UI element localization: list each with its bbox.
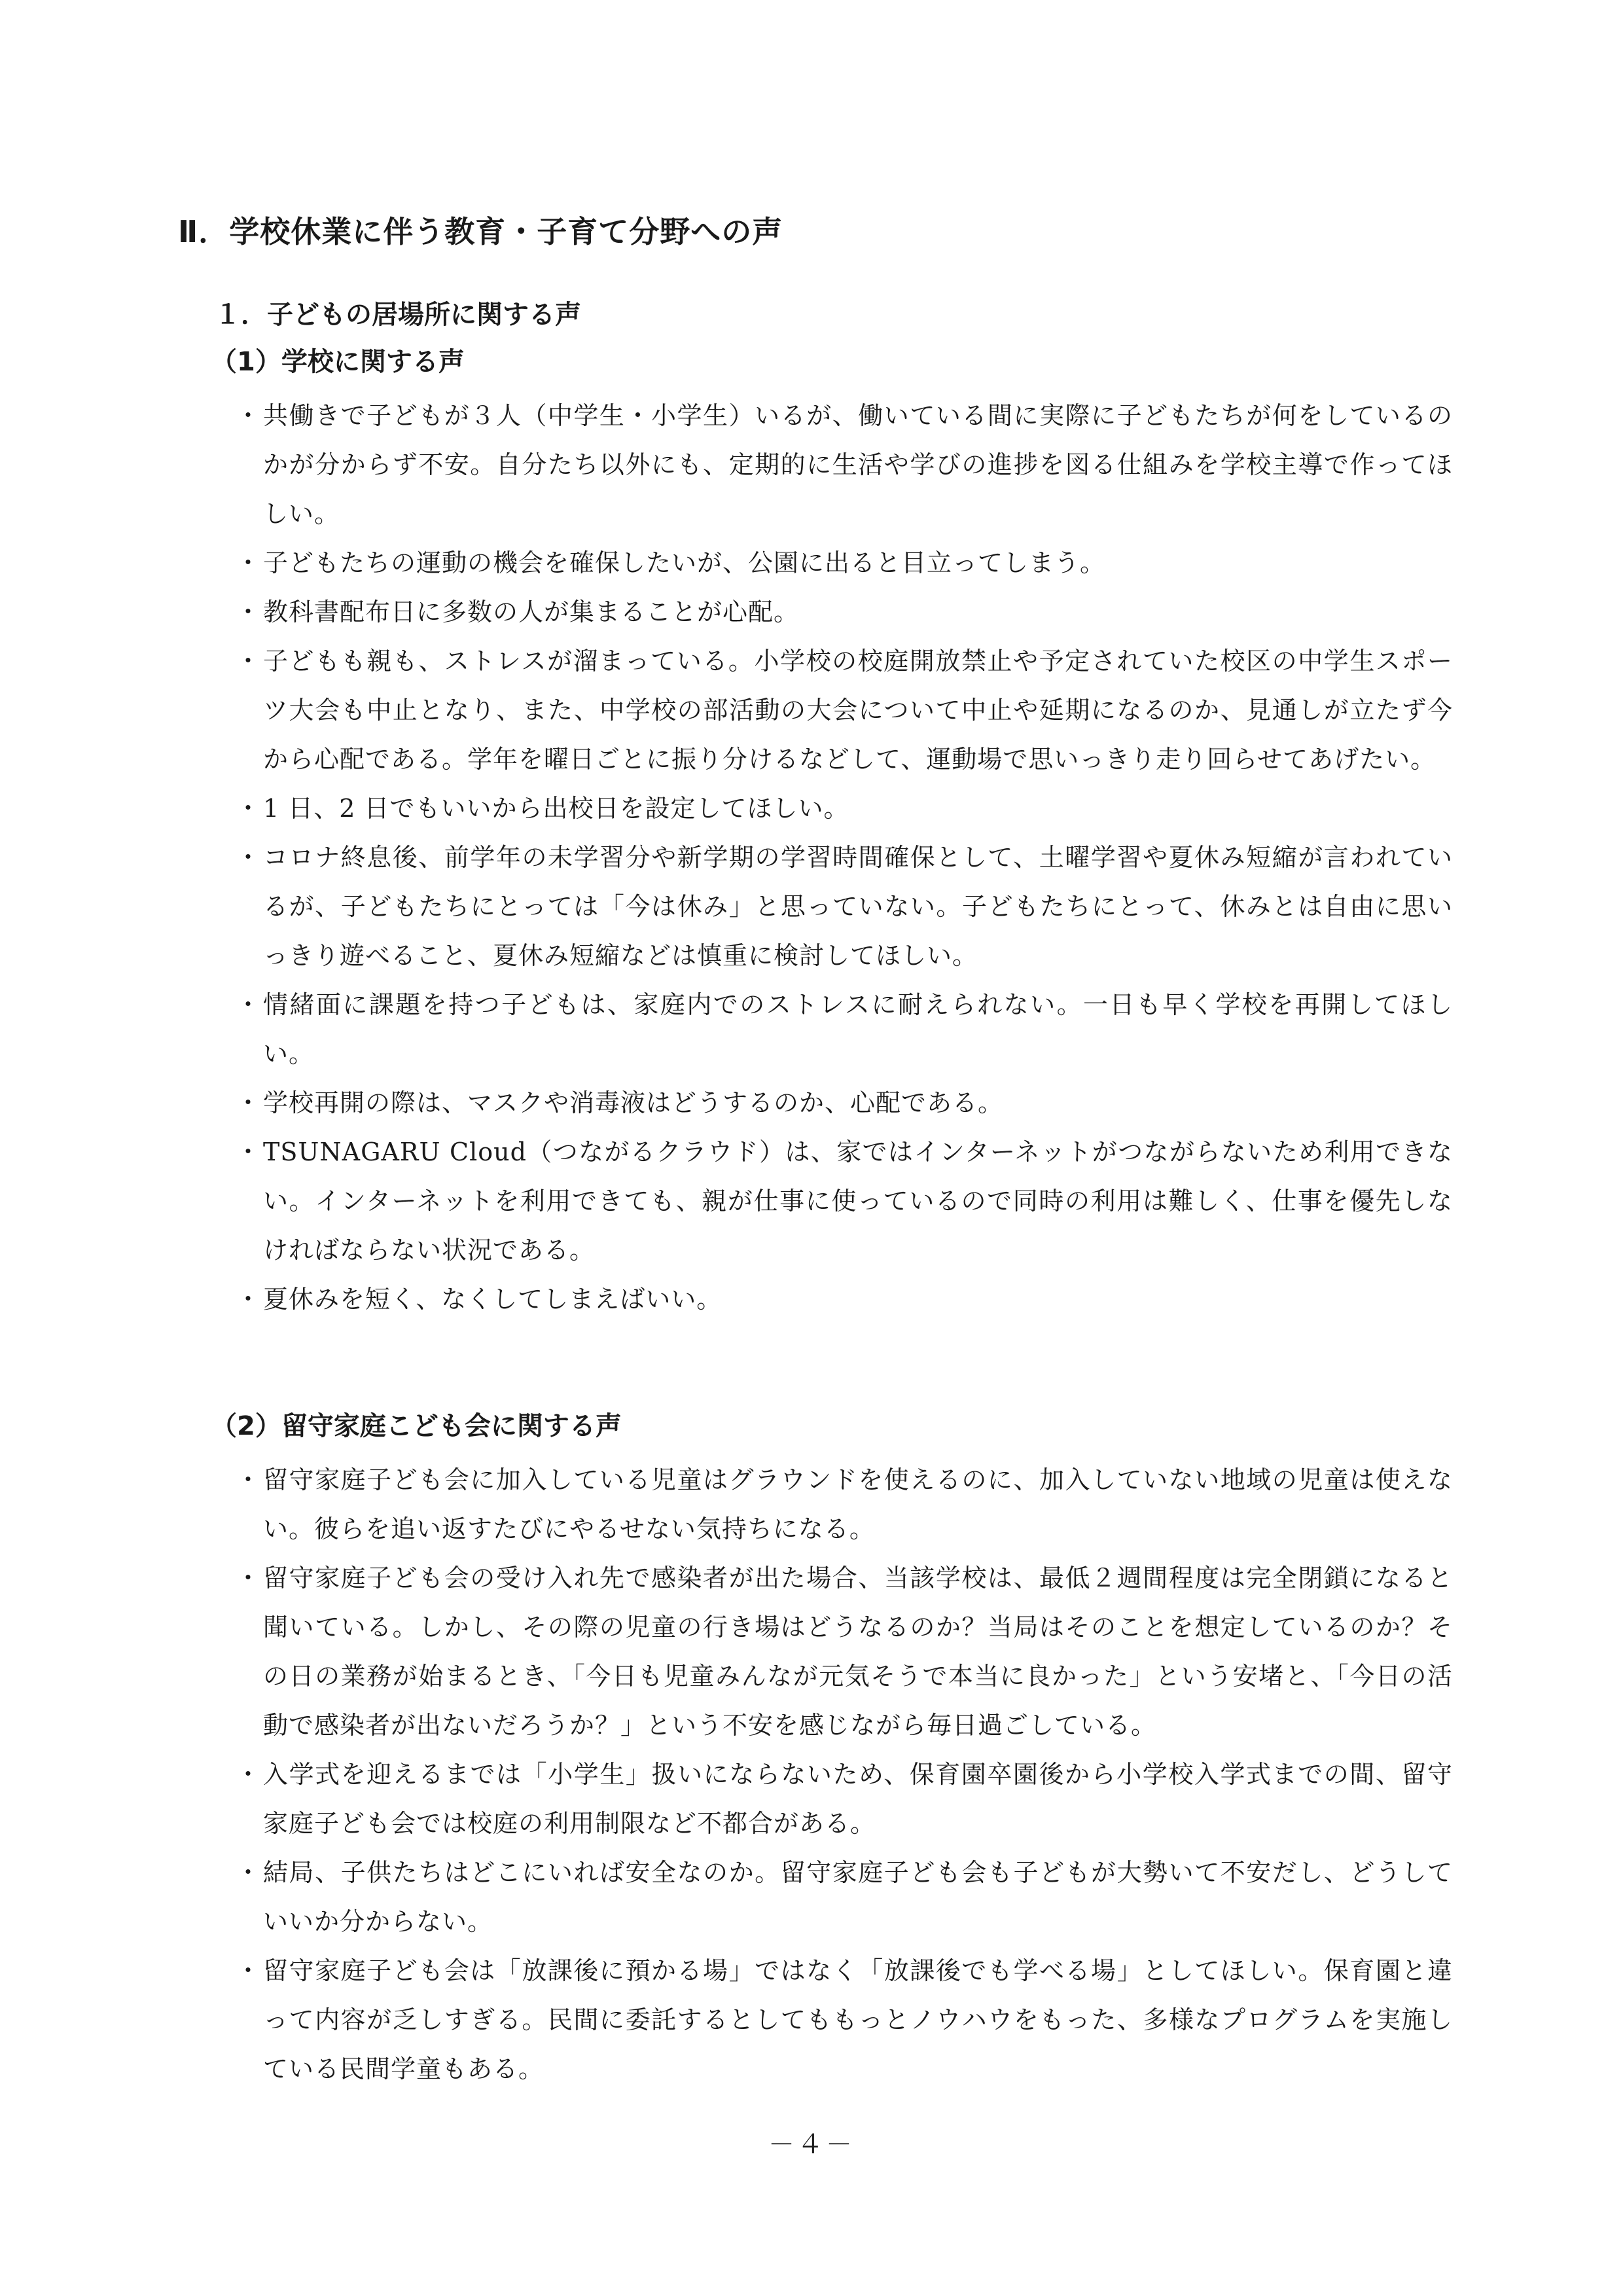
list-item bbox=[236, 980, 1453, 1079]
list-item bbox=[236, 637, 1453, 784]
list-item-text: 共働きで子どもが３人（中学生・小学生）いるが、働いている間に実際に子どもたちが何をしているのかが分からず不安。自分たち以外にも、定期的に生活や学びの進捗を図る仕組みを学校主導で作ってほしい。 bbox=[263, 401, 1453, 528]
list-item bbox=[236, 1848, 1453, 1946]
bullet-mark: ・ bbox=[236, 794, 262, 823]
list-item-text: 子どもも親も、ストレスが溜まっている。小学校の校庭開放禁止や予定されていた校区の中学生スポーツ大会も中止となり、また、中学校の部活動の大会について中止や延期になるのか、見通しが立たず今から心配である。学年を曜日ごとに振り分けるなどして、運動場で思いっきり走り回らせてあげたい。 bbox=[263, 647, 1453, 774]
list-item-text: TSUNAGARU Cloud（つながるクラウド）は、家ではインターネットがつながらないため利用できない。インターネットを利用できても、親が仕事に使っているので同時の利用は難しく、仕事を優先しなければならない状況である。 bbox=[263, 1138, 1453, 1265]
list-item bbox=[236, 1128, 1453, 1275]
comment-list-school bbox=[236, 391, 1453, 1324]
bullet-mark: ・ bbox=[236, 548, 262, 577]
list-item-text: 留守家庭子ども会に加入している児童はグラウンドを使えるのに、加入していない地域の児童は使えない。彼らを追い返すたびにやるせない気持ちになる。 bbox=[263, 1465, 1453, 1543]
subsection-title: １．子どもの居場所に関する声 bbox=[215, 300, 581, 330]
list-item-text: 子どもたちの運動の機会を確保したいが、公園に出ると目立ってしまう。 bbox=[263, 548, 1106, 577]
bullet-mark: ・ bbox=[236, 1760, 262, 1789]
list-item-text: 留守家庭子ども会は「放課後に預かる場」ではなく「放課後でも学べる場」としてほしい。保育園と違って内容が乏しすぎる。民間に委託するとしてももっとノウハウをもった、多様なプログラムを実施している民間学童もある。 bbox=[263, 1956, 1453, 2083]
bullet-mark: ・ bbox=[236, 1858, 262, 1887]
list-item bbox=[236, 1750, 1453, 1848]
page-number: －４－ bbox=[768, 2130, 855, 2160]
list-item bbox=[236, 833, 1453, 980]
list-item bbox=[236, 1079, 1453, 1128]
bullet-mark: ・ bbox=[236, 598, 262, 626]
list-item bbox=[236, 539, 1453, 588]
list-item-text: 留守家庭子ども会の受け入れ先で感染者が出た場合、当該学校は、最低２週間程度は完全閉鎖になると聞いている。しかし、その際の児童の行き場はどうなるのか？当局はそのことを想定しているのか？その日の業務が始まるとき、「今日も児童みんなが元気そうで本当に良かった」という安堵と、「今日の活動で感染者が出ないだろうか？」という不安を感じながら毎日過ごしている。 bbox=[263, 1564, 1453, 1740]
bullet-mark: ・ bbox=[236, 1465, 262, 1494]
list-item bbox=[236, 391, 1453, 539]
bullet-mark: ・ bbox=[236, 1138, 262, 1166]
bullet-mark: ・ bbox=[236, 843, 262, 872]
list-item-text: 学校再開の際は、マスクや消毒液はどうするのか、心配である。 bbox=[263, 1088, 1004, 1117]
bullet-mark: ・ bbox=[236, 1956, 262, 1985]
list-item-text: 教科書配布日に多数の人が集まることが心配。 bbox=[263, 598, 800, 626]
list-item-text: 夏休みを短く、なくしてしまえばいい。 bbox=[263, 1285, 722, 1314]
list-item bbox=[236, 1554, 1453, 1750]
bullet-mark: ・ bbox=[236, 1088, 262, 1117]
group-title-after-school-club: （2）留守家庭こども会に関する声 bbox=[211, 1411, 622, 1441]
list-item bbox=[236, 1275, 1453, 1324]
bullet-mark: ・ bbox=[236, 990, 262, 1019]
list-item bbox=[236, 1946, 1453, 2094]
list-item-text: 1 日、2 日でもいいから出校日を設定してほしい。 bbox=[263, 794, 849, 823]
bullet-mark: ・ bbox=[236, 401, 262, 430]
list-item bbox=[236, 1456, 1453, 1554]
bullet-mark: ・ bbox=[236, 1285, 262, 1314]
list-item bbox=[236, 784, 1453, 833]
list-item-text: コロナ終息後、前学年の未学習分や新学期の学習時間確保として、土曜学習や夏休み短縮が言われているが、子どもたちにとっては「今は休み」と思っていない。子どもたちにとって、休みとは自由に思いっきり遊べること、夏休み短縮などは慎重に検討してほしい。 bbox=[263, 843, 1453, 970]
list-item bbox=[236, 588, 1453, 637]
section-title: Ⅱ．学校休業に伴う教育・子育て分野への声 bbox=[178, 214, 783, 249]
comment-list-after-school-club bbox=[236, 1456, 1453, 2094]
list-item-text: 入学式を迎えるまでは「小学生」扱いにならないため、保育園卒園後から小学校入学式までの間、留守家庭子ども会では校庭の利用制限など不都合がある。 bbox=[263, 1760, 1453, 1838]
bullet-mark: ・ bbox=[236, 1564, 262, 1592]
bullet-mark: ・ bbox=[236, 647, 262, 675]
list-item-text: 情緒面に課題を持つ子どもは、家庭内でのストレスに耐えられない。一日も早く学校を再開してほしい。 bbox=[263, 990, 1453, 1068]
group-title-school: （1）学校に関する声 bbox=[211, 347, 465, 377]
list-item-text: 結局、子供たちはどこにいれば安全なのか。留守家庭子ども会も子どもが大勢いて不安だし、どうしていいか分からない。 bbox=[263, 1858, 1453, 1936]
